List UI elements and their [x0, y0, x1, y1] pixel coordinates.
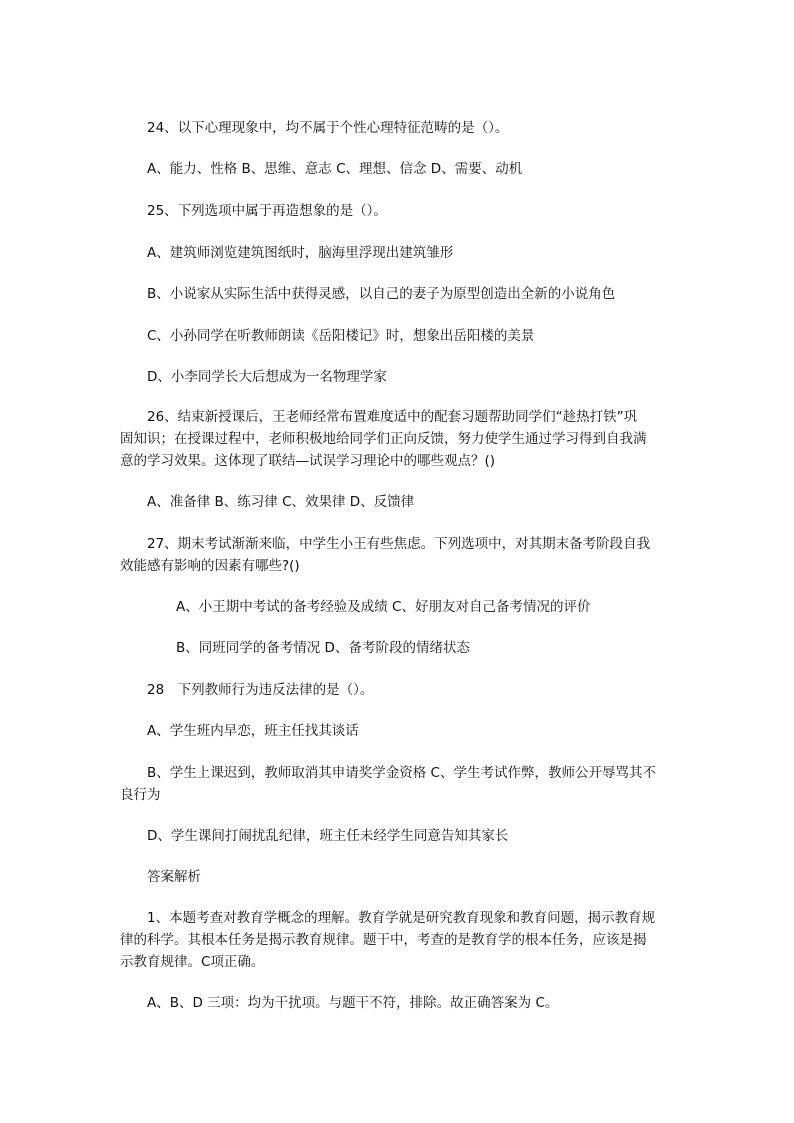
q26-stem-line3: 意的学习效果。这体现了联结—试误学习理论中的哪些观点？(): [120, 453, 496, 469]
q27-options-1: A、小王期中考试的备考经验及成绩 C、好朋友对自己备考情况的评价: [176, 599, 591, 615]
q25-option-a: A、建筑师浏览建筑图纸时，脑海里浮现出建筑雏形: [147, 245, 454, 261]
q24-options: A、能力、性格 B、思维、意志 C、理想、信念 D、需要、动机: [147, 161, 523, 177]
q28-option-bc-line1: B、学生上课迟到，教师取消其申请奖学金资格 C、学生考试作弊，教师公开辱骂其不: [147, 765, 656, 781]
q26-stem-line2: 固知识；在授课过程中，老师积极地给同学们正向反馈，努力使学生通过学习得到自我满: [120, 431, 647, 447]
answer-1-line2: 律的科学。其根本任务是揭示教育规律。题干中，考查的是教育学的根本任务，应该是揭: [120, 932, 647, 948]
q28-option-a: A、学生班内早恋，班主任找其谈话: [147, 723, 359, 739]
q27-options-2: B、同班同学的备考情况 D、备考阶段的情绪状态: [176, 640, 470, 656]
q26-options: A、准备律 B、练习律 C、效果律 D、反馈律: [147, 494, 415, 510]
q27-stem-line2: 效能感有影响的因素有哪些?(): [120, 558, 300, 574]
q25-option-c: C、小孙同学在听教师朗读《岳阳楼记》时，想象出岳阳楼的美景: [147, 328, 535, 344]
q28-stem: 28 下列教师行为违反法律的是（）。: [147, 682, 374, 698]
q25-stem: 25、下列选项中属于再造想象的是（）。: [147, 203, 387, 219]
answers-heading: 答案解析: [147, 869, 201, 885]
q25-option-b: B、小说家从实际生活中获得灵感，以自己的妻子为原型创造出全新的小说角色: [147, 286, 616, 302]
q28-option-bc-line2: 良行为: [120, 787, 161, 803]
answer-1-line1: 1、本题考查对教育学概念的理解。教育学就是研究教育现象和教育问题，揭示教育规: [147, 910, 656, 926]
answer-1-line3: 示教育规律。C项正确。: [120, 954, 265, 970]
answer-1-exclusion: A、B、D 三项：均为干扰项。与题干不符，排除。故正确答案为 C。: [147, 995, 559, 1011]
q28-option-d: D、学生课间打闹扰乱纪律，班主任未经学生同意告知其家长: [147, 828, 509, 844]
q25-option-d: D、小李同学长大后想成为一名物理学家: [147, 369, 387, 385]
q24-stem: 24、以下心理现象中，均不属于个性心理特征范畴的是（）。: [147, 120, 509, 136]
q26-stem-line1: 26、结束新授课后，王老师经常布置难度适中的配套习题帮助同学们“趁热打铁”巩: [147, 409, 638, 425]
q27-stem-line1: 27、期末考试渐渐来临，中学生小王有些焦虑。下列选项中，对其期末备考阶段自我: [147, 536, 651, 552]
